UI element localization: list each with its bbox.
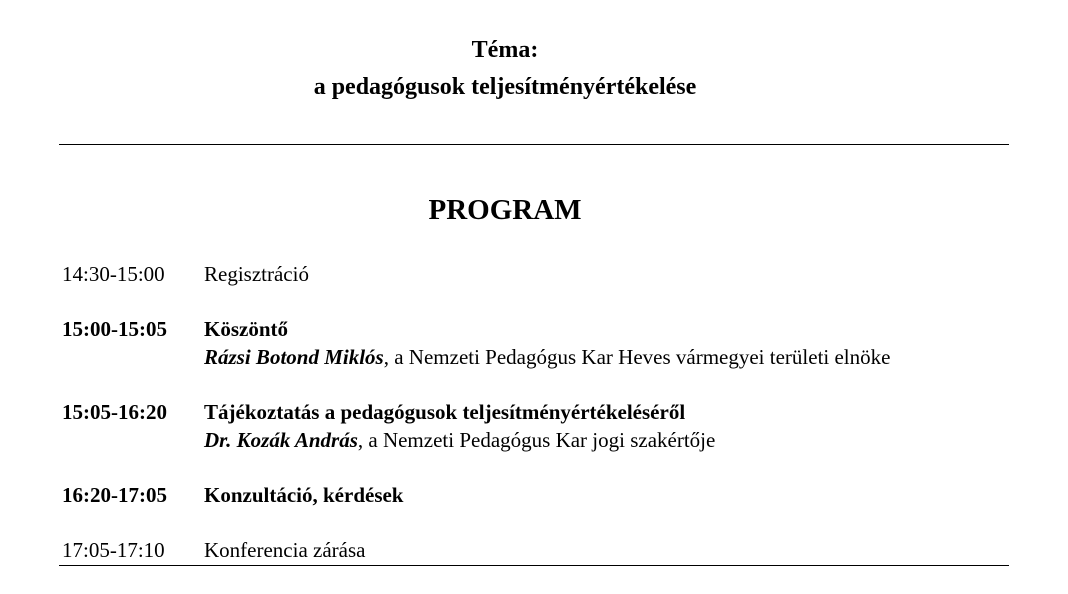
program-item-title: Regisztráció [204, 262, 309, 286]
program-item-time: 15:05-16:20 [62, 400, 167, 424]
program-item-title: Tájékoztatás a pedagógusok teljesítményértékeléséről [204, 400, 686, 424]
program-item-time: 15:00-15:05 [62, 317, 167, 341]
program-item-title: Konzultáció, kérdések [204, 483, 404, 507]
program-item-time: 14:30-15:00 [62, 262, 165, 286]
program-item-speaker [204, 343, 890, 371]
program-heading: PROGRAM [428, 194, 582, 226]
program-item-title: Köszöntő [204, 317, 288, 341]
program-item-speaker [204, 426, 715, 454]
program-item-title: Konferencia zárása [204, 538, 366, 562]
speaker-name: Dr. Kozák András [204, 428, 358, 452]
speaker-name: Rázsi Botond Miklós [204, 345, 384, 369]
topic-title: a pedagógusok teljesítményértékelése [313, 74, 697, 100]
topic-label: Téma: [471, 37, 539, 63]
program-item-time: 16:20-17:05 [62, 483, 167, 507]
top-divider [59, 144, 1009, 145]
program-item-time: 17:05-17:10 [62, 538, 165, 562]
bottom-divider [59, 565, 1009, 566]
speaker-role: , a Nemzeti Pedagógus Kar jogi szakértője [357, 428, 716, 452]
speaker-role: , a Nemzeti Pedagógus Kar Heves vármegyei területi elnöke [383, 345, 891, 369]
